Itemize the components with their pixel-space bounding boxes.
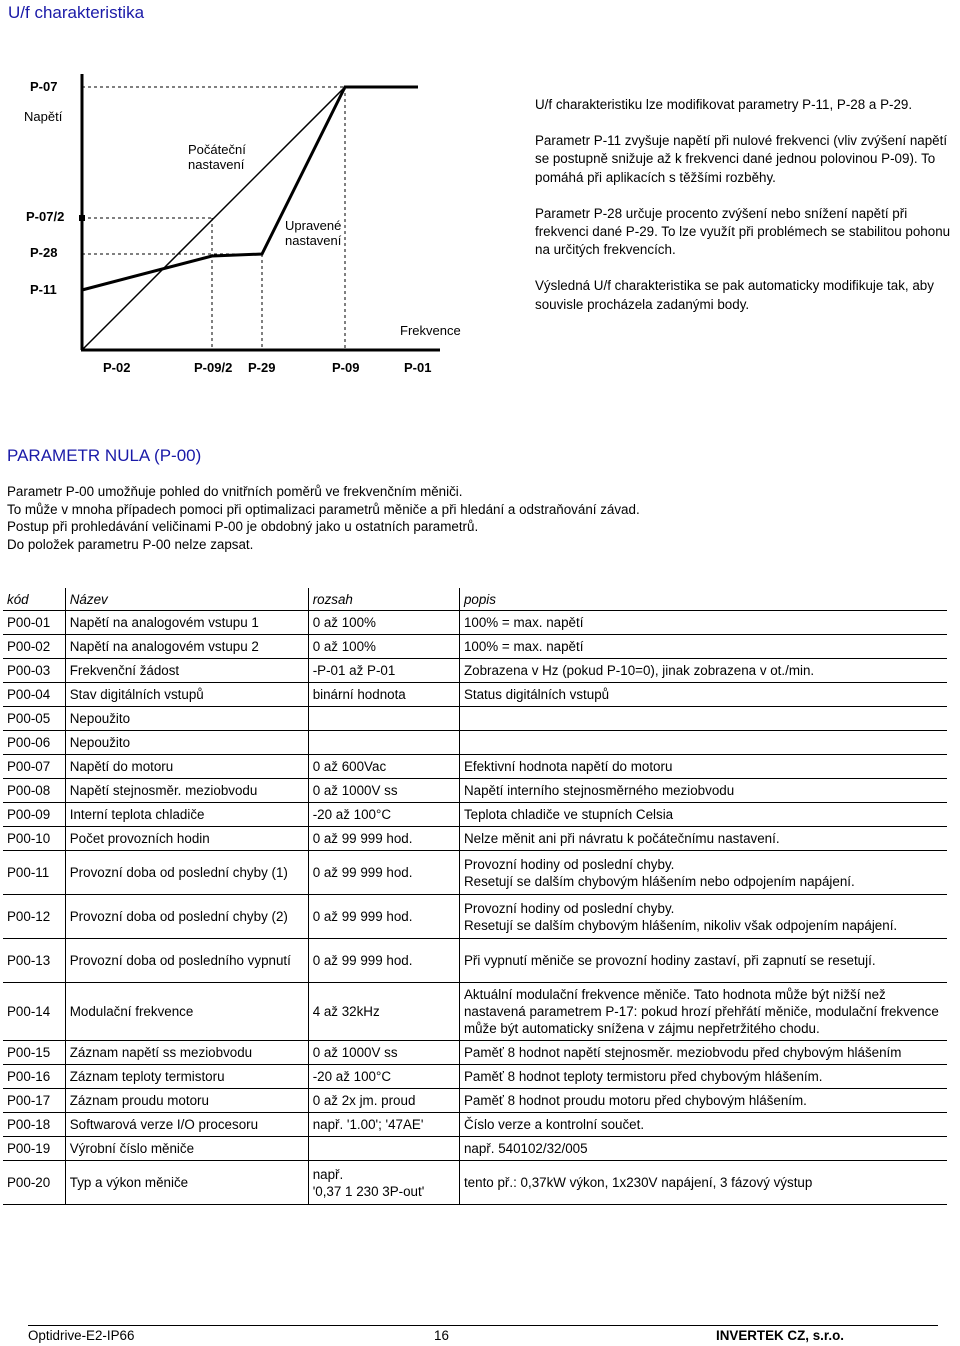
cell-rozsah: 0 až 99 999 hod. [308,895,459,939]
table-row [3,731,947,755]
cell-rozsah: binární hodnota [308,683,459,707]
table-row [3,1041,947,1065]
intro-paragraph: Parametr P-28 určuje procento zvýšení nebo snížení napětí při frekvenci dané P-29. To lze využít při problémech se stabilitou pohonu na určitých frekvencích. [535,205,951,258]
label-pocatecni-1: Počáteční [188,142,246,157]
cell-nazev: Frekvenční žádost [65,659,308,683]
cell-popis: např. 540102/32/005 [459,1137,947,1161]
x-label-p01: P-01 [404,360,432,375]
cell-nazev: Počet provozních hodin [65,827,308,851]
modified-curve [82,87,418,290]
table-row [3,1161,947,1205]
cell-rozsah: 0 až 1000V ss [308,779,459,803]
cell-nazev: Výrobní číslo měniče [65,1137,308,1161]
y-label-p28: P-28 [30,245,58,260]
table-row [3,755,947,779]
cell-kod: P00-05 [3,707,65,731]
cell-kod: P00-08 [3,779,65,803]
cell-popis [459,731,947,755]
cell-kod: P00-17 [3,1089,65,1113]
cell-popis: Číslo verze a kontrolní součet. [459,1113,947,1137]
cell-kod: P00-19 [3,1137,65,1161]
table-row [3,683,947,707]
table-row [3,827,947,851]
cell-rozsah: -P-01 až P-01 [308,659,459,683]
cell-popis: Provozní hodiny od poslední chyby. Resetují se dalším chybovým hlášením nebo odpojením napájení. [459,851,947,895]
cell-popis: Nelze měnit ani při návratu k počátečnímu nastavení. [459,827,947,851]
cell-nazev: Nepoužito [65,731,308,755]
cell-nazev: Softwarová verze I/O procesoru [65,1113,308,1137]
footer-divider [28,1325,938,1326]
cell-rozsah: 0 až 2x jm. proud [308,1089,459,1113]
cell-nazev: Napětí stejnosměr. meziobvodu [65,779,308,803]
table-row [3,895,947,939]
cell-rozsah: 0 až 99 999 hod. [308,851,459,895]
section-description [7,483,947,553]
cell-nazev: Záznam teploty termistoru [65,1065,308,1089]
header-kod: kód [3,588,65,611]
cell-kod: P00-16 [3,1065,65,1089]
x-label-frekvence: Frekvence [400,323,461,338]
description-line: To může v mnoha případech pomoci při optimalizaci parametrů měniče a při hledání a odstraňování závad. [7,501,640,517]
cell-popis: Teplota chladiče ve stupních Celsia [459,803,947,827]
y-label-p11: P-11 [30,282,57,297]
cell-nazev: Záznam napětí ss meziobvodu [65,1041,308,1065]
y-label-napeti: Napětí [24,109,63,124]
x-label-p09-2: P-09/2 [194,360,233,375]
cell-kod: P00-03 [3,659,65,683]
page-title: U/f charakteristika [8,3,145,22]
table-row [3,635,947,659]
intro-paragraph: Parametr P-11 zvyšuje napětí při nulové frekvenci (vliv zvýšení napětí se postupně snižuje až k frekvenci dané jednou polovinou P-09). To pomáhá při aplikacích s těžšími rozběhy. [535,133,948,185]
footer-company: INVERTEK CZ, s.r.o. [716,1328,844,1343]
cell-popis: Při vypnutí měniče se provozní hodiny zastaví, při zapnutí se resetují. [459,939,947,983]
cell-kod: P00-01 [3,611,65,635]
intro-paragraph: Výsledná U/f charakteristika se pak automaticky modifikuje tak, aby souvisle procházela zadanými body. [535,278,934,312]
intro-paragraph: U/f charakteristiku lze modifikovat parametry P-11, P-28 a P-29. [535,97,913,112]
cell-kod: P00-09 [3,803,65,827]
cell-kod: P00-07 [3,755,65,779]
label-upravene-2: nastavení [285,233,342,248]
cell-popis: Provozní hodiny od poslední chyby. Resetují se dalším chybovým hlášením, nikoliv však odpojením napájení. [459,895,947,939]
cell-kod: P00-10 [3,827,65,851]
description-line: Parametr P-00 umožňuje pohled do vnitřních poměrů ve frekvenčním měniči. [7,484,463,499]
cell-kod: P00-12 [3,895,65,939]
table-row [3,779,947,803]
cell-nazev: Napětí na analogovém vstupu 2 [65,635,308,659]
cell-popis: 100% = max. napětí [459,611,947,635]
cell-rozsah: 0 až 100% [308,611,459,635]
cell-rozsah: -20 až 100°C [308,803,459,827]
cell-popis: Efektivní hodnota napětí do motoru [459,755,947,779]
cell-popis: Status digitálních vstupů [459,683,947,707]
table-header-row [3,588,947,611]
table-row [3,1089,947,1113]
cell-nazev: Provozní doba od poslední chyby (2) [65,895,308,939]
table-row [3,611,947,635]
cell-rozsah [308,1137,459,1161]
header-popis: popis [459,588,947,611]
table-body [3,611,947,1205]
cell-kod: P00-15 [3,1041,65,1065]
cell-nazev: Záznam proudu motoru [65,1089,308,1113]
cell-rozsah: 4 až 32kHz [308,983,459,1041]
cell-kod: P00-02 [3,635,65,659]
cell-rozsah [308,707,459,731]
header-nazev: Název [65,588,308,611]
cell-popis: Paměť 8 hodnot napětí stejnosměr. meziobvodu před chybovým hlášením [459,1041,947,1065]
intro-text [535,96,955,332]
cell-nazev: Stav digitálních vstupů [65,683,308,707]
label-pocatecni-2: nastavení [188,157,245,172]
footer-product: Optidrive-E2-IP66 [28,1328,135,1343]
uf-characteristic-diagram [0,60,520,380]
cell-nazev: Modulační frekvence [65,983,308,1041]
cell-kod: P00-11 [3,851,65,895]
cell-rozsah: 0 až 99 999 hod. [308,939,459,983]
table-row [3,707,947,731]
cell-kod: P00-20 [3,1161,65,1205]
cell-popis: Napětí interního stejnosměrného meziobvodu [459,779,947,803]
cell-rozsah: např. '0,37 1 230 3P-out' [308,1161,459,1205]
y-label-p07: P-07 [30,79,58,94]
cell-nazev: Interní teplota chladiče [65,803,308,827]
cell-popis: Paměť 8 hodnot teploty termistoru před chybovým hlášením. [459,1065,947,1089]
description-line: Do položek parametru P-00 nelze zapsat. [7,536,254,552]
cell-popis [459,707,947,731]
cell-kod: P00-04 [3,683,65,707]
cell-nazev: Napětí na analogovém vstupu 1 [65,611,308,635]
cell-kod: P00-18 [3,1113,65,1137]
table-row [3,1065,947,1089]
cell-popis: 100% = max. napětí [459,635,947,659]
table-row [3,803,947,827]
cell-rozsah: 0 až 99 999 hod. [308,827,459,851]
cell-popis: Zobrazena v Hz (pokud P-10=0), jinak zobrazena v ot./min. [459,659,947,683]
x-label-p29: P-29 [248,360,276,375]
table-row [3,851,947,895]
cell-nazev: Nepoužito [65,707,308,731]
y-label-p07-2: P-07/2 [26,209,65,224]
cell-rozsah: 0 až 100% [308,635,459,659]
cell-rozsah: např. '1.00'; '47AE' [308,1113,459,1137]
marker-p07-2 [79,215,85,221]
footer-page-number: 16 [434,1328,449,1343]
label-upravene-1: Upravené [285,218,342,233]
section-title: PARAMETR NULA (P-00) [7,446,202,465]
cell-nazev: Typ a výkon měniče [65,1161,308,1205]
x-label-p09: P-09 [332,360,360,375]
cell-kod: P00-06 [3,731,65,755]
cell-popis: Aktuální modulační frekvence měniče. Tato hodnota může být nižší než nastavená parametrem P-17: pokud hrozí přehřátí měniče, modulační frekvence může být automaticky snížena v zájmu nepřetržitého chodu. [459,983,947,1041]
table-row [3,1113,947,1137]
cell-popis: tento př.: 0,37kW výkon, 1x230V napájení, 3 fázový výstup [459,1161,947,1205]
description-line: Postup při prohledávání veličinami P-00 je obdobný jako u ostatních parametrů. [7,519,479,535]
cell-rozsah: 0 až 1000V ss [308,1041,459,1065]
cell-nazev: Provozní doba od posledního vypnutí [65,939,308,983]
x-label-p02: P-02 [103,360,131,375]
parameters-table [3,588,947,1205]
cell-popis: Paměť 8 hodnot proudu motoru před chybovým hlášením. [459,1089,947,1113]
cell-kod: P00-14 [3,983,65,1041]
cell-nazev: Napětí do motoru [65,755,308,779]
table-row [3,939,947,983]
table-row [3,983,947,1041]
cell-rozsah: -20 až 100°C [308,1065,459,1089]
table-row [3,659,947,683]
cell-rozsah: 0 až 600Vac [308,755,459,779]
table-row [3,1137,947,1161]
cell-nazev: Provozní doba od poslední chyby (1) [65,851,308,895]
header-rozsah: rozsah [308,588,459,611]
cell-kod: P00-13 [3,939,65,983]
cell-rozsah [308,731,459,755]
